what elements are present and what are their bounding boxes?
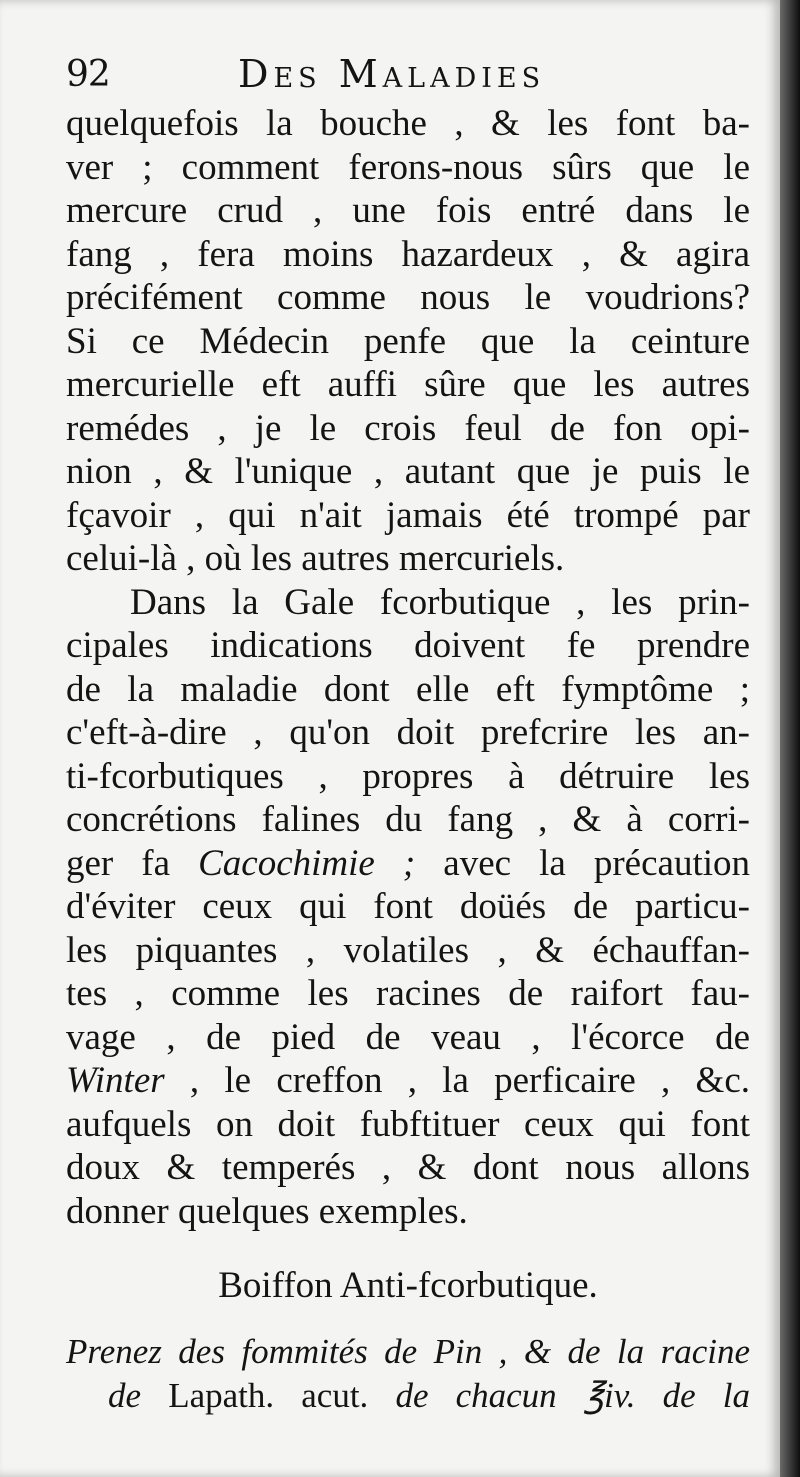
italic-term: Winter (66, 1060, 165, 1101)
text-line: nion , & l'unique , autant que je puis le (66, 451, 750, 492)
text-line: vage , de pied de veau , l'écorce de (66, 1016, 750, 1058)
text-fragment: ger fa (66, 842, 199, 884)
text-line: donner quelques exemples. (66, 1190, 468, 1232)
text-line (66, 842, 750, 886)
italic-fragment: de (108, 1376, 142, 1415)
running-head: Des Maladies (238, 52, 546, 96)
text-fragment: , le creffon , la perficaire , &c. (164, 1060, 750, 1101)
page-number: 92 (66, 54, 110, 95)
body-text (66, 102, 750, 1233)
page-edge-shadow (780, 0, 800, 1477)
text-line: aufquels on doit fubftituer ceux qui font (66, 1103, 750, 1145)
text-line: Si ce Médecin penfe que la ceinture (66, 320, 750, 362)
text-line: concrétions falines du fang , & à corri- (66, 799, 750, 840)
text-line: quelquefois la bouche , & les font ba- (66, 103, 750, 144)
text-line: fang , fera moins hazardeux , & agira (66, 233, 750, 275)
text-line: les piquantes , volatiles , & échauffan- (66, 929, 750, 971)
text-line (66, 1059, 750, 1103)
italic-term: Cacochimie ; (198, 842, 416, 884)
recipe-text (66, 1330, 750, 1418)
text-line: mercurielle eft auffi sûre que les autres (66, 364, 750, 405)
text-line: précifément comme nous le voudrions? (66, 277, 750, 318)
text-line: c'eft-à-dire , qu'on doit prefcrire les an- (66, 712, 750, 753)
recipe-line: Prenez des fommités de Pin , & de la racine (66, 1332, 750, 1371)
text-line: mercure crud , une fois entré dans le (66, 190, 750, 231)
text-line: celui-là , où les autres mercuriels. (66, 538, 565, 579)
text-fragment: Lapath. acut. (141, 1376, 396, 1415)
text-line: Dans la Gale fcorbutique , les prin- (130, 581, 750, 623)
page-header (66, 50, 746, 102)
section-heading: Boiffon Anti-fcorbutique. (218, 1265, 598, 1306)
italic-fragment: de chacun ℥iv. de la (395, 1376, 750, 1415)
text-line: remédes , je le crois feul de fon opi- (66, 407, 750, 449)
text-line: cipales indications doivent fe prendre (66, 625, 750, 666)
text-fragment: avec la précaution (415, 842, 750, 884)
recipe-line (66, 1374, 750, 1418)
text-line: doux & temperés , & dont nous allons (66, 1147, 750, 1188)
text-line: tes , comme les racines de raifort fau- (66, 973, 750, 1014)
text-line: de la maladie dont elle eft fymptôme ; (66, 668, 750, 710)
text-line: d'éviter ceux qui font doüés de particu- (66, 886, 750, 927)
text-line: ver ; comment ferons-nous sûrs que le (66, 146, 750, 188)
text-line: fçavoir , qui n'ait jamais été trompé par (66, 494, 750, 536)
text-line: ti-fcorbutiques , propres à détruire les (66, 755, 750, 797)
